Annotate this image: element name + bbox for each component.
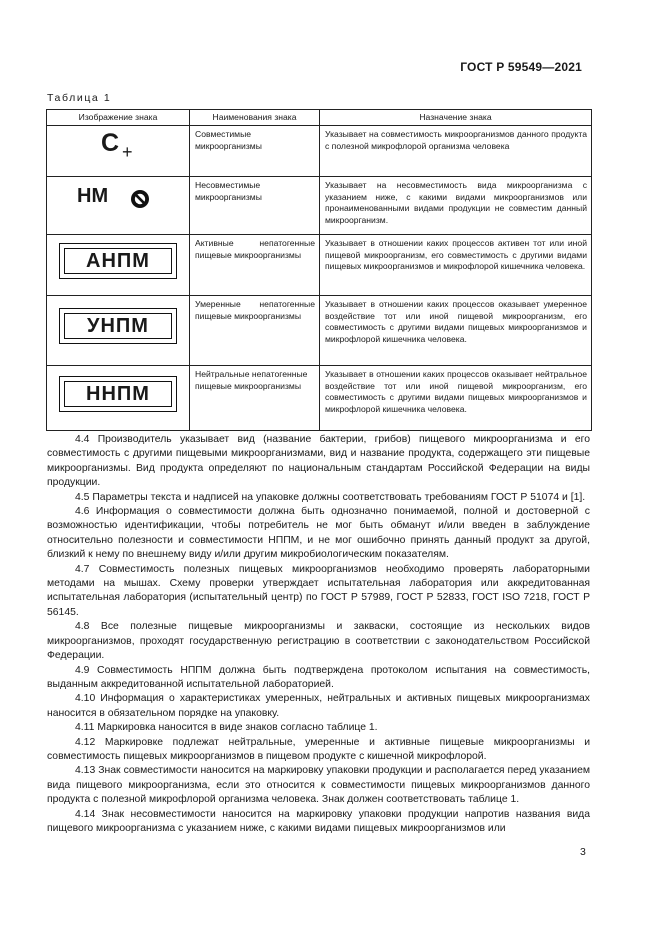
paragraph-4-6: 4.6 Информация о совместимости должна быть однозначно понимаемой, полной и достоверной с возможностью идентификации, чтобы потребитель не мог быть обманут и/или введен в заблуждение относительно полезности и совместимости НППМ, и не мог ошибочно принять данный продукт за другой, близкий к нему по внешнему виду и/или другим микробиологическим показателям. [47,506,590,561]
sign-image [47,296,190,366]
paragraph-4-5: 4.5 Параметры текста и надписей на упаковке должны соответствовать требованиям ГОСТ Р 51074 и [1]. [75,491,586,503]
paragraph-4-10: 4.10 Информация о характеристиках умеренных, нейтральных и активных пищевых микроорганизмах наносится в обязательном порядке на упаковку. [47,693,590,719]
sign-image [47,235,190,296]
sign-incompatible-letters: НМ [77,185,109,208]
sign-image [47,366,190,431]
page-number: 3 [580,846,586,858]
table-row [47,126,592,177]
sign-purpose: Указывает на совместимость микроорганизмов данного продукта с полезной микрофлорой организма человека [320,126,592,177]
table-row [47,177,592,235]
sign-purpose: Указывает в отношении каких процессов оказывает умеренное воздействие тот или иной пищевой микроорганизм, его совместимость с другими видами пищевых микроорганизмов и микрофлорой кишечника человека. [320,296,592,366]
sign-image [47,126,190,177]
sign-anpm-label: АНПМ [64,248,172,274]
standard-designation: ГОСТ Р 59549—2021 [460,60,582,74]
paragraph-4-9: 4.9 Совместимость НППМ должна быть подтверждена протоколом испытания на совместимость, выданным аккредитованной испытательной лабораторией. [47,664,590,690]
sign-purpose: Указывает в отношении каких процессов активен тот или иной пищевой микроорганизм, его совместимость с другими видами пищевых микроорганизмов и микрофлорой кишечника человека. [320,235,592,296]
paragraph-4-7: 4.7 Совместимость полезных пищевых микроорганизмов необходимо проверять лабораторными методами на мышах. Схему проверки утверждает испытательная лаборатория или аккредитованная испытательная лаборатория (испытательный центр) по ГОСТ Р 57989, ГОСТ Р 52833, ГОСТ ISO 7218, ГОСТ Р 56145. [47,563,590,618]
plus-icon: + [122,142,133,163]
paragraph-4-11: 4.11 Маркировка наносится в виде знаков согласно таблице 1. [75,722,378,734]
column-header: Изображение знака [47,110,190,126]
sign-compatible-letter: С [101,129,120,158]
column-header: Назначение знака [320,110,592,126]
sign-name: Умеренные непатогенные пищевые микроорганизмы [190,296,320,366]
table-row [47,296,592,366]
document-body [47,433,590,836]
paragraph-4-4: 4.4 Производитель указывает вид (название бактерии, грибов) пищевого микроорганизма и его совместимость с другими пищевыми микроорганизмами, вид и название продукта, содержащего эти пищевые микроорганизмы. Вид продукта определяют по национальным стандартам Российской Федерации на виды продукции. [47,434,590,489]
sign-unpm-label: УНПМ [64,313,172,339]
sign-name: Активные непатогенные пищевые микроорганизмы [190,235,320,296]
table-header-row [47,110,592,126]
paragraph-4-14: 4.14 Знак несовместимости наносится на маркировку упаковки продукции напротив названия вида пищевого микроорганизма с указанием ниже, с какими видами пищевых микроорганизмов или [47,808,590,834]
prohibition-icon [131,190,149,208]
sign-purpose: Указывает на несовместимость вида микроорганизма с указанием ниже, с какими видами микроорганизмов или пронаименованными видами продукции не совместим данный микроорганизм. [320,177,592,235]
sign-name: Несовместимые микроорганизмы [190,177,320,235]
column-header: Наименования знака [190,110,320,126]
sign-purpose: Указывает в отношении каких процессов оказывает нейтральное воздействие тот или иной пищевой микроорганизм, его совместимость с другими видами пищевых микроорганизмов и микрофлорой кишечника человека. [320,366,592,431]
sign-image [47,177,190,235]
sign-name: Совместимые микроорганизмы [190,126,320,177]
signs-table [46,109,592,431]
sign-unpm-frame [59,308,177,344]
sign-anpm-frame [59,243,177,279]
sign-nnpm-label: ННПМ [64,381,172,407]
paragraph-4-8: 4.8 Все полезные пищевые микроорганизмы и закваски, состоящие из нескольких видов микроорганизмов, проходят государственную регистрацию в соответствии с законодательством Российской Федерации. [47,621,590,662]
table-row [47,235,592,296]
paragraph-4-13: 4.13 Знак совместимости наносится на маркировку упаковки продукции и располагается перед указанием вида пищевого микроорганизма, если это относится к совместимости пищевых микроорганизмов данного продукта с полезной микрофлорой организма человека. Знак должен соответствовать таблице 1. [47,765,590,806]
table-row [47,366,592,431]
table-caption: Таблица 1 [47,92,112,104]
sign-name: Нейтральные непатогенные пищевые микроорганизмы [190,366,320,431]
paragraph-4-12: 4.12 Маркировке подлежат нейтральные, умеренные и активные пищевые микроорганизмы и совместимость пищевых микроорганизмов в пищевом продукте с кишечной микрофлорой. [47,736,590,762]
sign-nnpm-frame [59,376,177,412]
